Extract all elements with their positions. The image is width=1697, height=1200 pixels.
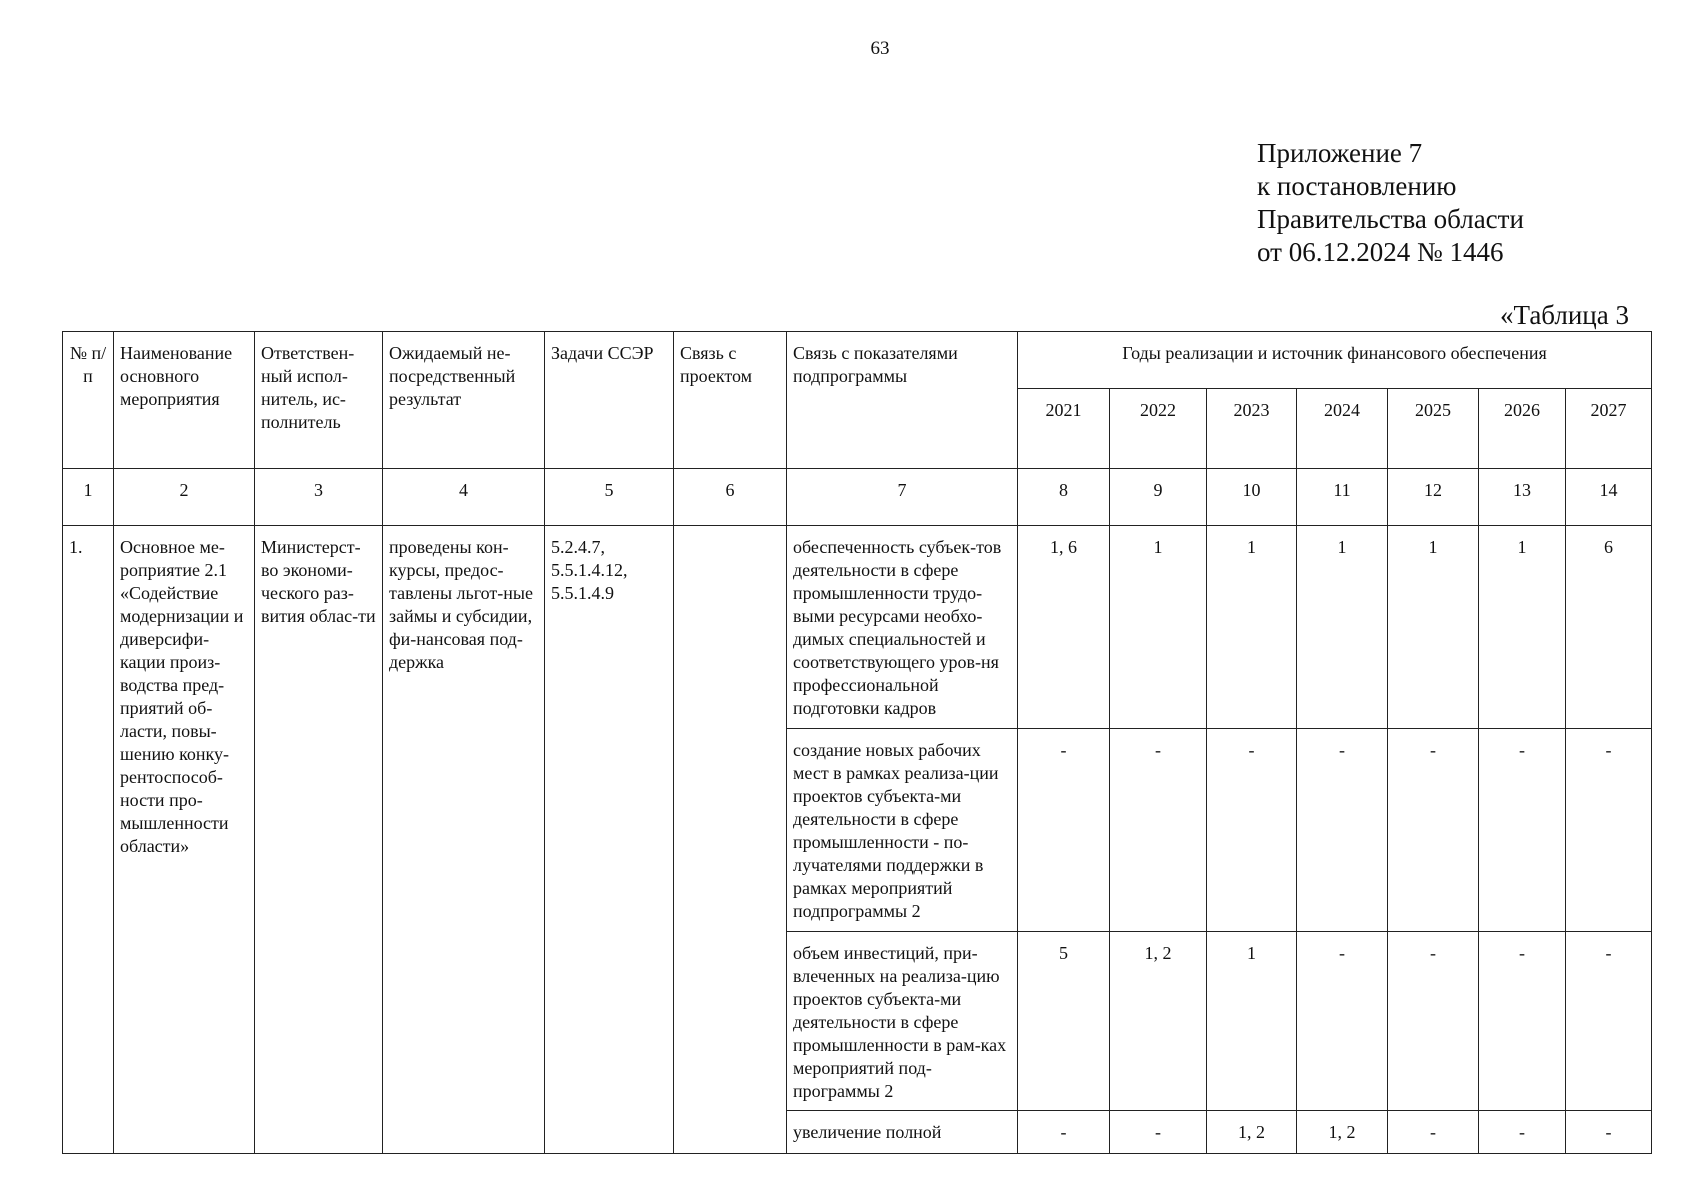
- header-measure-name: Наименование основного мероприятия: [114, 332, 255, 469]
- appendix-line-1: Приложение 7: [1257, 138, 1423, 168]
- header-year: 2023: [1207, 389, 1297, 469]
- indicator-value: -: [1479, 729, 1566, 932]
- header-year: 2022: [1110, 389, 1207, 469]
- header-result: Ожидаемый не-посредственный результат: [383, 332, 545, 469]
- column-number: 14: [1566, 469, 1652, 526]
- column-number: 12: [1388, 469, 1479, 526]
- header-executor: Ответствен-ный испол-нитель, ис-полнитель: [255, 332, 383, 469]
- indicator-value: -: [1297, 729, 1388, 932]
- column-number: 2: [114, 469, 255, 526]
- indicator-value: -: [1388, 932, 1479, 1111]
- header-year: 2024: [1297, 389, 1388, 469]
- indicator-value: 1: [1110, 526, 1207, 729]
- indicator-value: 1, 2: [1297, 1111, 1388, 1154]
- column-number: 4: [383, 469, 545, 526]
- header-row: [63, 332, 1652, 389]
- indicator-value: -: [1566, 932, 1652, 1111]
- executor: Министерст-во экономи-ческого раз-вития облас-ти: [255, 526, 383, 1154]
- column-number: 7: [787, 469, 1018, 526]
- measure-name: Основное ме-роприятие 2.1 «Содействие модернизации и диверсифи-кации произ-водства пред-приятий об-ласти, повы-шению конку-рентоспособ-ности про-мышленности области»: [114, 526, 255, 1154]
- row-number: 1.: [63, 526, 114, 1154]
- column-number: 8: [1018, 469, 1110, 526]
- indicator-value: -: [1479, 1111, 1566, 1154]
- measures-table: [62, 331, 1652, 1154]
- column-number: 3: [255, 469, 383, 526]
- indicator-text: увеличение полной: [787, 1111, 1018, 1154]
- indicator-value: 1: [1388, 526, 1479, 729]
- indicator-text: объем инвестиций, при-влеченных на реализа-цию проектов субъекта-ми деятельности в сфере промышленности в рам-ках мероприятий под-программы 2: [787, 932, 1018, 1111]
- project-link: [674, 526, 787, 1154]
- indicator-value: -: [1018, 729, 1110, 932]
- tasks-ssep: 5.2.4.7, 5.5.1.4.12, 5.5.1.4.9: [545, 526, 674, 1154]
- header-indicators: Связь с показателями подпрограммы: [787, 332, 1018, 469]
- indicator-value: 1, 6: [1018, 526, 1110, 729]
- table-caption: «Таблица 3: [1500, 300, 1629, 330]
- indicator-value: 1: [1297, 526, 1388, 729]
- appendix-line-2: к постановлению: [1257, 171, 1457, 201]
- indicator-value: -: [1566, 729, 1652, 932]
- column-numbers-row: [63, 469, 1652, 526]
- indicator-text: обеспеченность субъек-тов деятельности в сфере промышленности трудо-выми ресурсами необхо-димых специальностей и соответствующего уров-ня профессиональной подготовки кадров: [787, 526, 1018, 729]
- indicator-value: -: [1388, 729, 1479, 932]
- indicator-value: -: [1110, 1111, 1207, 1154]
- indicator-value: -: [1297, 932, 1388, 1111]
- column-number: 11: [1297, 469, 1388, 526]
- indicator-value: 1: [1479, 526, 1566, 729]
- header-years-group: Годы реализации и источник финансового обеспечения: [1018, 332, 1652, 389]
- appendix-line-3: Правительства области: [1257, 204, 1524, 234]
- indicator-text: создание новых рабочих мест в рамках реализа-ции проектов субъекта-ми деятельности в сфере промышленности - по-лучателями поддержки в рамках мероприятий подпрограммы 2: [787, 729, 1018, 932]
- appendix-block: [1257, 137, 1524, 269]
- column-number: 1: [63, 469, 114, 526]
- header-year: 2026: [1479, 389, 1566, 469]
- indicator-value: -: [1388, 1111, 1479, 1154]
- expected-result: проведены кон-курсы, предос-тавлены льгот-ные займы и субсидии, фи-нансовая под-держка: [383, 526, 545, 1154]
- indicator-value: -: [1479, 932, 1566, 1111]
- header-tasks: Задачи ССЭР: [545, 332, 674, 469]
- appendix-line-4: от 06.12.2024 № 1446: [1257, 237, 1504, 267]
- column-number: 9: [1110, 469, 1207, 526]
- page-number: 63: [870, 38, 890, 59]
- header-year: 2025: [1388, 389, 1479, 469]
- indicator-value: 1, 2: [1207, 1111, 1297, 1154]
- header-year: 2021: [1018, 389, 1110, 469]
- column-number: 6: [674, 469, 787, 526]
- table-row: [63, 526, 1652, 729]
- header-number: № п/п: [63, 332, 114, 469]
- indicator-value: -: [1566, 1111, 1652, 1154]
- indicator-value: 1: [1207, 526, 1297, 729]
- column-number: 5: [545, 469, 674, 526]
- header-year: 2027: [1566, 389, 1652, 469]
- header-project: Связь с проектом: [674, 332, 787, 469]
- column-number: 13: [1479, 469, 1566, 526]
- indicator-value: 6: [1566, 526, 1652, 729]
- indicator-value: 1, 2: [1110, 932, 1207, 1111]
- indicator-value: -: [1110, 729, 1207, 932]
- column-number: 10: [1207, 469, 1297, 526]
- indicator-value: 1: [1207, 932, 1297, 1111]
- indicator-value: -: [1207, 729, 1297, 932]
- indicator-value: -: [1018, 1111, 1110, 1154]
- indicator-value: 5: [1018, 932, 1110, 1111]
